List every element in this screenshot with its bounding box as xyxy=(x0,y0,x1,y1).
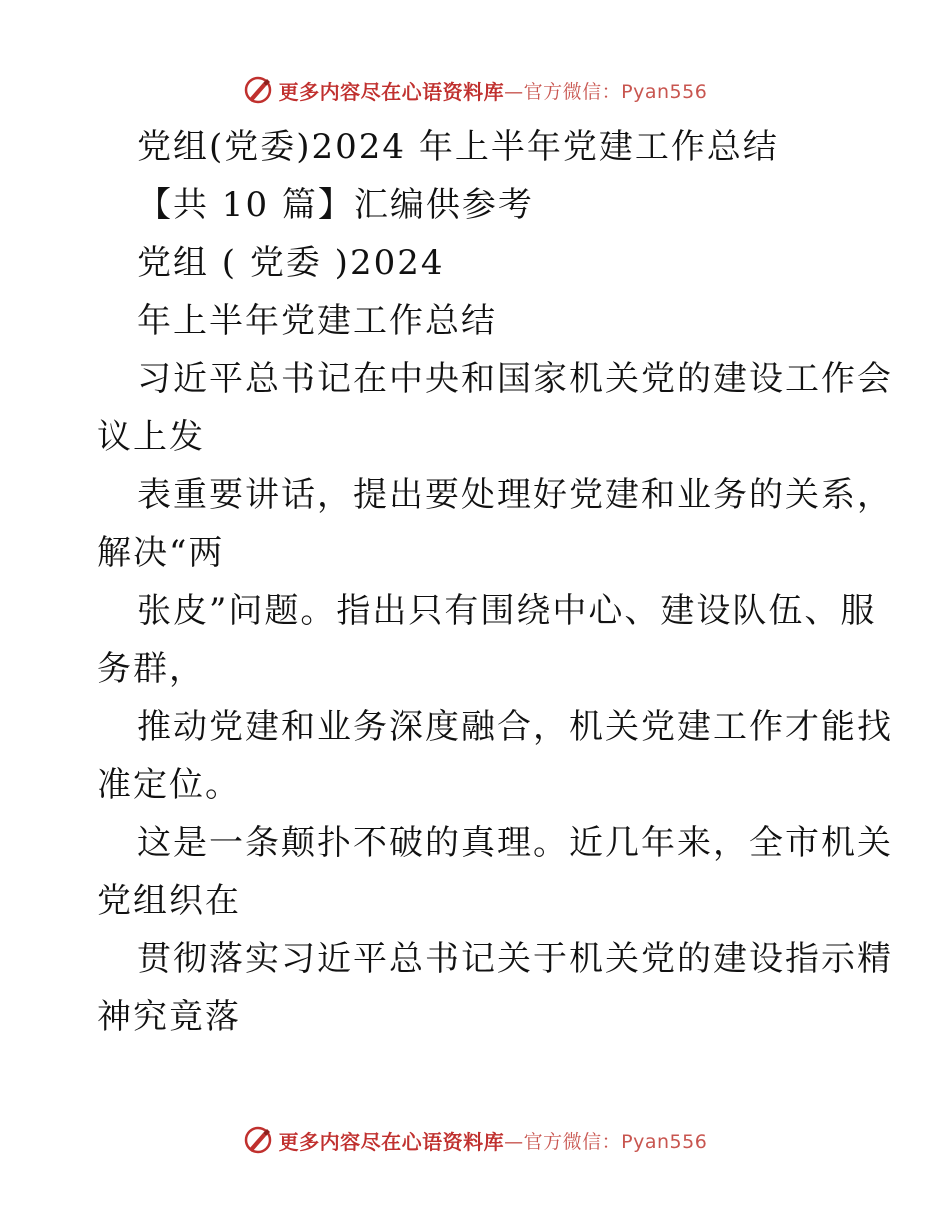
doc-subtitle-line-1: 党组 ( 党委 )2024 xyxy=(137,243,445,283)
doc-subtitle-line-2: 年上半年党建工作总结 xyxy=(137,301,497,341)
paragraph-line: 推动党建和业务深度融合，机关党建工作才能找 xyxy=(137,707,893,747)
doc-title-line-1: 党组(党委)2024 年上半年党建工作总结 xyxy=(137,127,779,167)
footer-banner-main-text: 更多内容尽在心语资料库 xyxy=(278,1129,505,1154)
paragraph-line: 党组织在 xyxy=(97,881,241,921)
paragraph-line: 张皮”问题。指出只有围绕中心、建设队伍、服 xyxy=(137,591,877,631)
footer-banner-contact-text: —官方微信：Pyan556 xyxy=(504,1130,708,1153)
paragraph-line: 神究竟落 xyxy=(97,997,241,1037)
doc-title-line-2: 【共 10 篇】汇编供参考 xyxy=(137,185,534,225)
pen-logo-icon xyxy=(243,75,273,105)
paragraph-line: 议上发 xyxy=(97,417,205,457)
paragraph-line: 习近平总书记在中央和国家机关党的建设工作会 xyxy=(137,359,893,399)
paragraph-line: 这是一条颠扑不破的真理。近几年来，全市机关 xyxy=(137,823,893,863)
document-body xyxy=(97,118,893,1046)
header-banner-contact-text: —官方微信：Pyan556 xyxy=(504,80,708,103)
paragraph-line: 务群， xyxy=(97,649,205,689)
header-banner-main-text: 更多内容尽在心语资料库 xyxy=(278,79,505,104)
pen-logo-icon xyxy=(243,1125,273,1155)
paragraph-line: 准定位。 xyxy=(97,765,241,805)
paragraph-line: 表重要讲话，提出要处理好党建和业务的关系， xyxy=(137,475,893,515)
footer-watermark-banner xyxy=(0,1120,950,1160)
paragraph-line: 解决“两 xyxy=(97,533,225,573)
header-watermark-banner xyxy=(0,70,950,110)
paragraph-line: 贯彻落实习近平总书记关于机关党的建设指示精 xyxy=(137,939,893,979)
